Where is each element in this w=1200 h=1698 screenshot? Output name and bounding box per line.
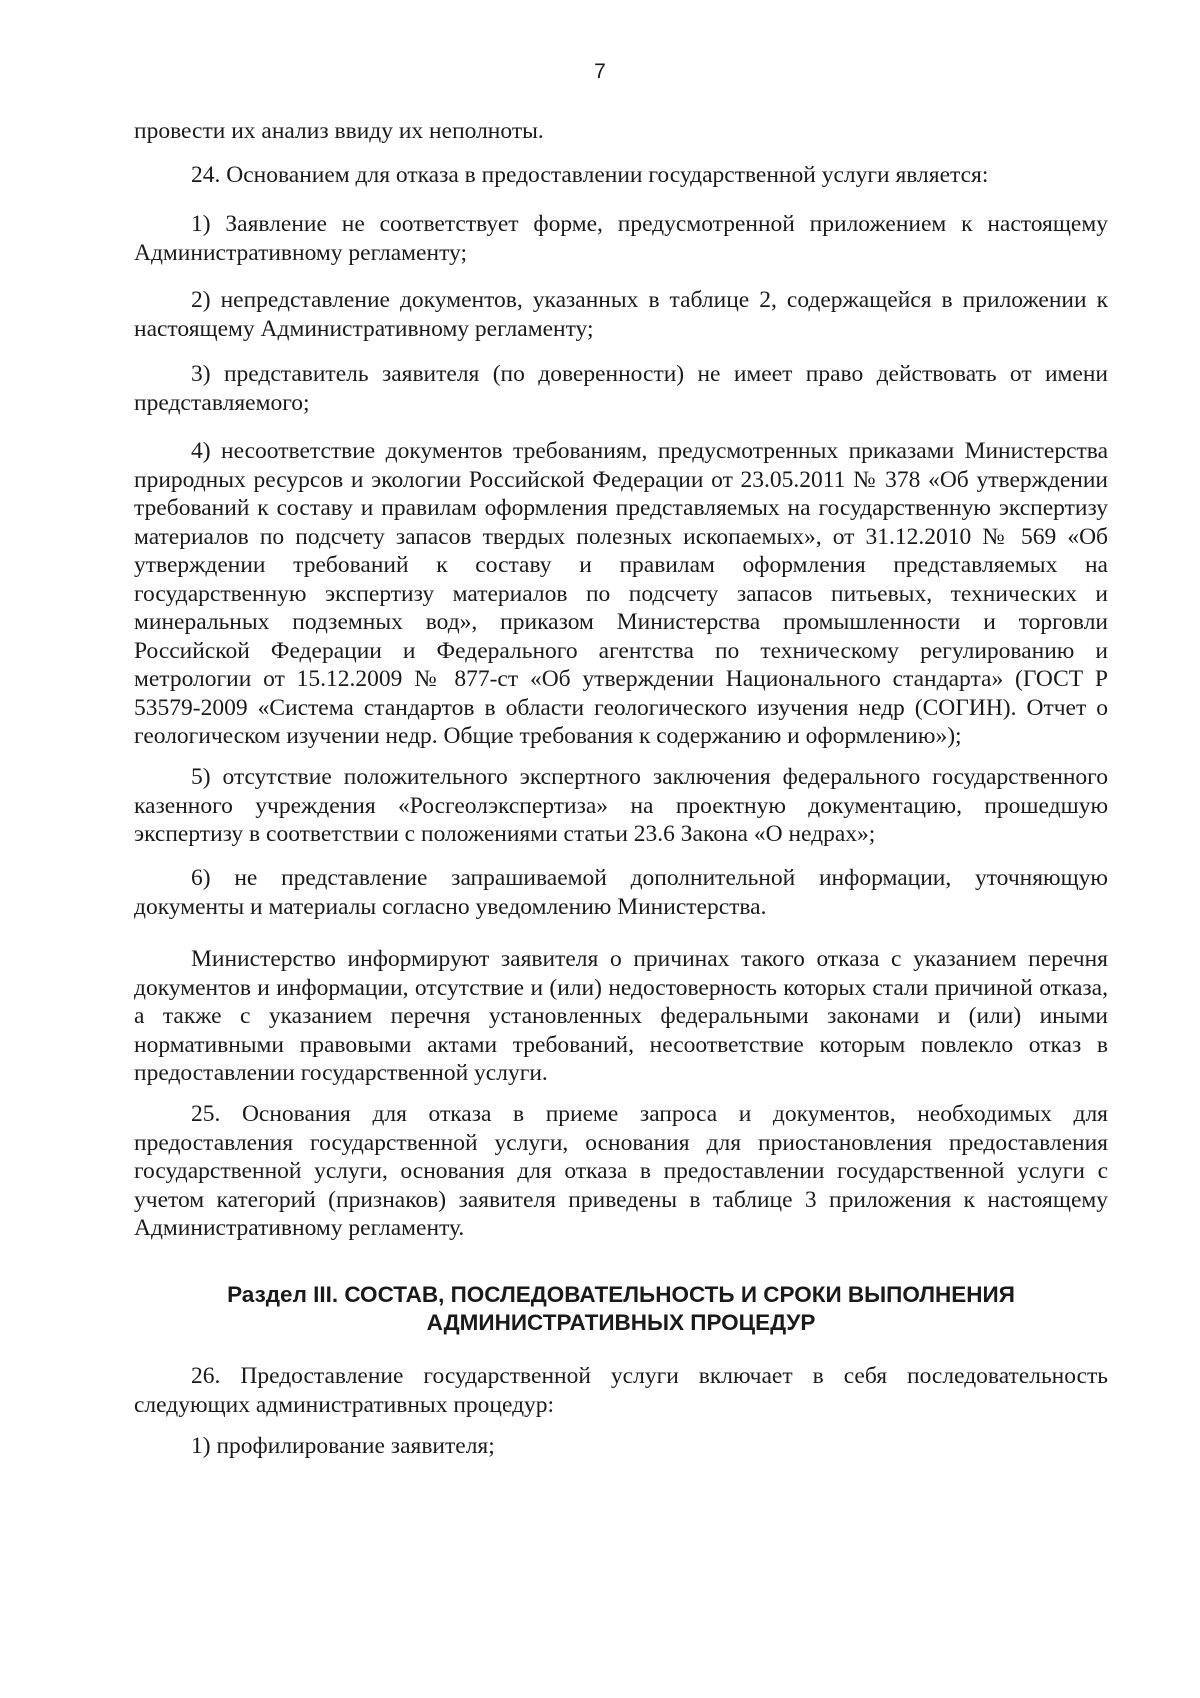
paragraph-24-item-3: 3) представитель заявителя (по доверенности) не имеет право действовать от имени представляемого; bbox=[134, 361, 1108, 416]
paragraph-24-item-6: 6) не представление запрашиваемой дополнительной информации, уточняющую документы и материалы согласно уведомлению Министерства. bbox=[134, 865, 1108, 920]
paragraph-ministry-notice: Министерство информируют заявителя о причинах такого отказа с указанием перечня документов и информации, отсутствие и (или) недостоверность которых стали причиной отказа, а также с указанием перечня установленных федеральными законами и (или) иными нормативными правовыми актами требований, несоответствие которым повлекло отказ в предоставлении государственной услуги. bbox=[134, 946, 1108, 1086]
paragraph-25: 25. Основания для отказа в приеме запроса и документов, необходимых для предоставления государственной услуги, основания для приостановления предоставления государственной услуги, основания для отказа в предоставлении государственной услуги с учетом категорий (признаков) заявителя приведены в таблице 3 приложения к настоящему Административному регламенту. bbox=[134, 1101, 1108, 1241]
paragraph-continuation: провести их анализ ввиду их неполноты. bbox=[134, 118, 544, 144]
paragraph-26: 26. Предоставление государственной услуги включает в себя последовательность следующих административных процедур: bbox=[134, 1363, 1108, 1418]
paragraph-24: 24. Основанием для отказа в предоставлении государственной услуги является: bbox=[191, 162, 989, 188]
section-heading-line-2: АДМИНИСТРАТИВНЫХ ПРОЦЕДУР bbox=[426, 1310, 816, 1335]
paragraph-26-item-1: 1) профилирование заявителя; bbox=[191, 1433, 495, 1459]
page-number: 7 bbox=[594, 60, 606, 83]
paragraph-24-item-5: 5) отсутствие положительного экспертного заключения федерального государственного казенного учреждения «Росгеолэкспертиза» на проектную документацию, прошедшую экспертизу в соответствии с положениями статьи 23.6 Закона «О недрах»; bbox=[134, 764, 1108, 847]
paragraph-24-item-4: 4) несоответствие документов требованиям, предусмотренных приказами Министерства природных ресурсов и экологии Российской Федерации от 23.05.2011 № 378 «Об утверждении требований к составу и правилам оформления представляемых на государственную экспертизу материалов по подсчету запасов твердых полезных ископаемых», от 31.12.2010 № 569 «Об утверждении требований к составу и правилам оформления представляемых на государственную экспертизу материалов по подсчету запасов питьевых, технических и минеральных подземных вод», приказом Министерства промышленности и торговли Российской Федерации и Федерального агентства по техническому регулированию и метрологии от 15.12.2009 № 877-ст «Об утверждении Национального стандарта» (ГОСТ Р 53579-2009 «Система стандартов в области геологического изучения недр (СОГИН). Отчет о геологическом изучении недр. Общие требования к содержанию и оформлению»); bbox=[134, 438, 1108, 749]
section-heading-line-1: Раздел III. СОСТАВ, ПОСЛЕДОВАТЕЛЬНОСТЬ И СРОКИ ВЫПОЛНЕНИЯ bbox=[227, 1282, 1015, 1307]
paragraph-24-item-1: 1) Заявление не соответствует форме, предусмотренной приложением к настоящему Административному регламенту; bbox=[134, 211, 1108, 266]
paragraph-24-item-2: 2) непредставление документов, указанных в таблице 2, содержащейся в приложении к настоящему Административному регламенту; bbox=[134, 287, 1108, 342]
